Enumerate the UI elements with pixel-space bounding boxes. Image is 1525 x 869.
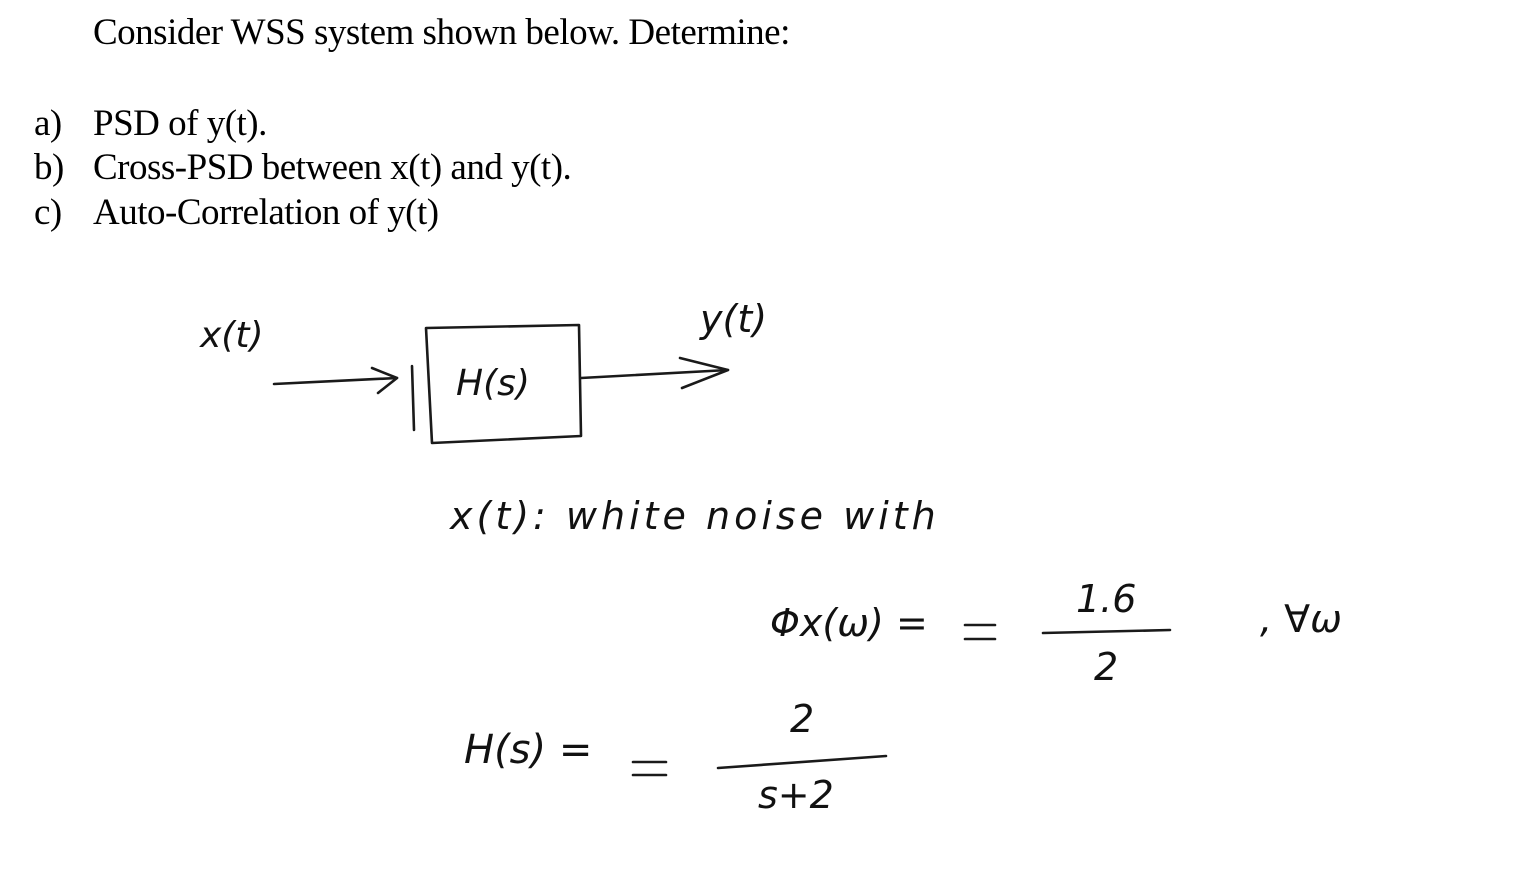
noise-description: x(t): white noise with <box>450 494 940 538</box>
problem-intro: Consider WSS system shown below. Determine: <box>93 12 790 53</box>
psd-equals <box>965 625 995 639</box>
question-label: a) <box>34 103 62 144</box>
transfer-denominator: s+2 <box>758 773 834 817</box>
question-text: Auto-Correlation of y(t) <box>93 192 439 233</box>
question-text: PSD of y(t). <box>93 103 267 144</box>
h-equals <box>633 762 666 775</box>
block-transfer-label: H(s) <box>456 363 530 404</box>
question-label: c) <box>34 192 62 233</box>
psd-numerator: 1.6 <box>1076 577 1137 621</box>
transfer-function-lhs: H(s) = <box>464 727 593 773</box>
question-label: b) <box>34 147 64 188</box>
output-signal-label: y(t) <box>700 297 768 341</box>
transfer-numerator: 2 <box>790 697 815 741</box>
input-signal-label: x(t) <box>200 315 264 356</box>
psd-denominator: 2 <box>1094 645 1119 689</box>
h-fraction-bar <box>718 756 886 768</box>
block-left-tick <box>412 366 414 430</box>
input-arrow-head <box>372 368 397 393</box>
input-arrow <box>274 378 397 384</box>
psd-qualifier: , ∀ω <box>1260 597 1342 641</box>
question-text: Cross-PSD between x(t) and y(t). <box>93 147 572 188</box>
psd-fraction-bar <box>1043 630 1170 633</box>
output-arrow <box>581 370 728 378</box>
psd-lhs: Φx(ω) = <box>770 601 928 645</box>
